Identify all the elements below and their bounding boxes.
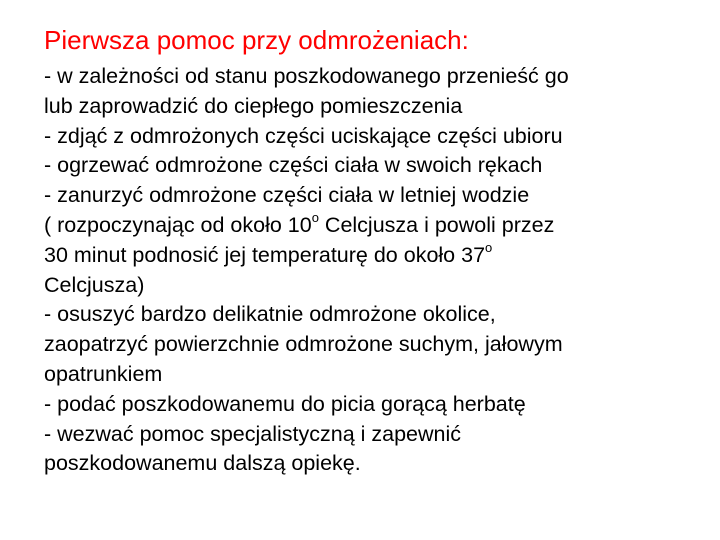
instruction-text: ( rozpoczynając od około 10	[44, 212, 312, 237]
instruction-line: - podać poszkodowanemu do picia gorącą herbatę	[44, 391, 526, 416]
instruction-line: - zanurzyć odmrożone części ciała w letniej wodzie	[44, 183, 530, 208]
instruction-text: 30 minut podnosić jej temperaturę do około 37	[44, 242, 486, 267]
instruction-line: lub zaprowadzić do ciepłego pomieszczenia	[44, 93, 463, 118]
instruction-line: opatrunkiem	[44, 361, 163, 386]
instruction-line: - wezwać pomoc specjalistyczną i zapewnić	[44, 421, 462, 446]
instruction-line: - osuszyć bardzo delikatnie odmrożone okolice,	[44, 302, 496, 327]
instruction-line-with-degree	[44, 211, 684, 241]
instruction-line: - ogrzewać odmrożone części ciała w swoich rękach	[44, 153, 543, 178]
instruction-text: Celcjusza i powoli przez	[318, 212, 555, 237]
instruction-line: poszkodowanemu dalszą opiekę.	[44, 451, 361, 476]
instruction-line: zaopatrzyć powierzchnie odmrożone suchym, jałowym	[44, 332, 563, 357]
instruction-line: Celcjusza)	[44, 272, 145, 297]
instruction-line: - zdjąć z odmrożonych części uciskające części ubioru	[44, 123, 563, 148]
instruction-line-with-degree	[44, 241, 684, 271]
instruction-line: - w zależności od stanu poszkodowanego przenieść go	[44, 64, 569, 88]
degree-symbol: o	[485, 239, 493, 255]
instructions-list	[44, 62, 684, 479]
slide-title: Pierwsza pomoc przy odmrożeniach:	[44, 25, 469, 55]
degree-symbol: o	[311, 209, 319, 225]
